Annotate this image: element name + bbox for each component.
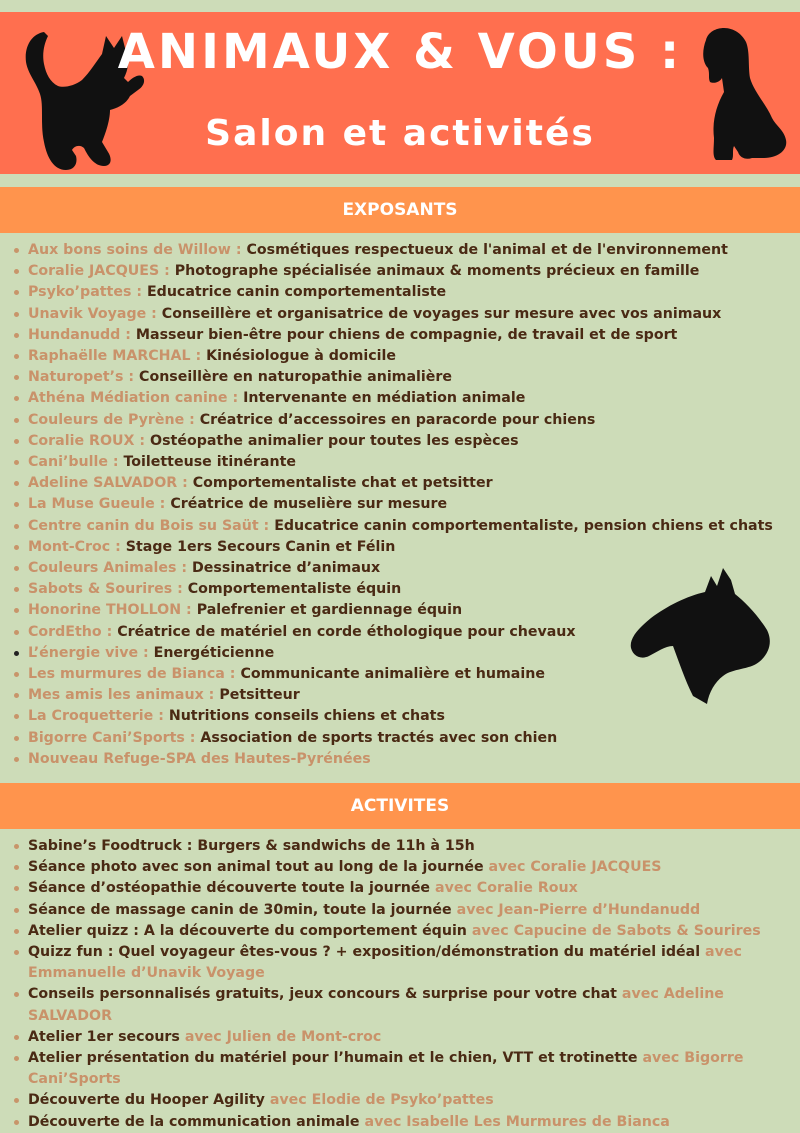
- activite-with: avec Capucine de Sabots & Sourires: [471, 922, 761, 939]
- bullet-icon: [14, 545, 19, 550]
- exposant-name: Mont-Croc :: [28, 538, 121, 555]
- bullet-icon: [14, 1035, 19, 1040]
- list-item: [14, 728, 794, 749]
- exposant-name: CordEtho :: [28, 623, 113, 640]
- activite-text: Atelier quizz : A la découverte du comportement équin: [28, 922, 467, 939]
- list-item: [14, 452, 794, 473]
- activites-heading: ACTIVITES: [0, 783, 800, 829]
- activite-text: Atelier présentation du matériel pour l’humain et le chien, VTT et trotinette: [28, 1050, 638, 1067]
- exposant-desc: Association de sports tractés avec son chien: [200, 729, 558, 746]
- bullet-icon: [14, 714, 19, 719]
- bullet-icon: [14, 396, 19, 401]
- bullet-icon: [14, 1056, 19, 1061]
- list-item: [14, 473, 794, 494]
- list-item: [14, 304, 794, 325]
- exposant-desc: Masseur bien-être pour chiens de compagnie, de travail et de sport: [135, 326, 678, 343]
- exposant-name: Psyko’pattes :: [28, 284, 143, 301]
- exposant-desc: Palefrenier et gardiennage équin: [196, 602, 463, 619]
- exposant-desc: Communicante animalière et humaine: [240, 666, 545, 683]
- activite-with: avec Adeline SALVADOR: [28, 986, 724, 1024]
- activite-with: avec Julien de Mont-croc: [184, 1028, 382, 1045]
- exposant-name: Couleurs Animales :: [28, 560, 188, 577]
- exposant-desc: Cosmétiques respectueux de l'animal et de l'environnement: [246, 242, 728, 258]
- bullet-icon: [14, 651, 19, 656]
- exposant-name: Cani’bulle :: [28, 454, 119, 471]
- list-item: [14, 921, 798, 942]
- exposant-name: Naturopet’s :: [28, 369, 135, 386]
- list-item: [14, 1048, 798, 1090]
- bullet-icon: [14, 757, 19, 762]
- exposant-name: Couleurs de Pyrène :: [28, 411, 195, 428]
- list-item: [14, 494, 794, 515]
- list-item: [14, 388, 794, 409]
- activite-with: avec Jean-Pierre d’Hundanudd: [456, 901, 701, 918]
- list-item: [14, 346, 794, 367]
- activite-with: avec Elodie de Psyko’pattes: [269, 1092, 494, 1109]
- list-item: [14, 749, 794, 770]
- activite-with: avec Coralie JACQUES: [488, 859, 662, 876]
- exposant-name: Coralie ROUX :: [28, 432, 146, 449]
- bullet-icon: [14, 524, 19, 529]
- exposant-name: Centre canin du Bois su Saüt :: [28, 517, 270, 534]
- exposant-name: Aux bons soins de Willow :: [28, 242, 242, 258]
- activite-with: avec Isabelle Les Murmures de Bianca: [364, 1113, 670, 1130]
- bullet-icon: [14, 460, 19, 465]
- bullet-icon: [14, 587, 19, 592]
- list-item: [14, 1112, 798, 1133]
- exposant-desc: Comportementaliste équin: [187, 581, 402, 598]
- activite-with: avec Coralie Roux: [435, 880, 578, 897]
- bullet-icon: [14, 502, 19, 507]
- exposant-name: Les murmures de Bianca :: [28, 666, 236, 683]
- exposant-name: Sabots & Sourires :: [28, 581, 183, 598]
- bullet-icon: [14, 312, 19, 317]
- list-item: [14, 240, 794, 261]
- bullet-icon: [14, 566, 19, 571]
- exposant-desc: Créatrice d’accessoires en paracorde pour chiens: [199, 411, 596, 428]
- activite-with: avec Bigorre Cani’Sports: [28, 1050, 744, 1088]
- bullet-icon: [14, 672, 19, 677]
- bullet-icon: [14, 630, 19, 635]
- list-item: [14, 431, 794, 452]
- exposant-name: Nouveau Refuge-SPA des Hautes-Pyrénées: [28, 750, 371, 767]
- list-item: [14, 282, 794, 303]
- exposant-desc: Comportementaliste chat et petsitter: [192, 475, 493, 492]
- bullet-icon: [14, 865, 19, 870]
- exposant-desc: Nutritions conseils chiens et chats: [168, 708, 445, 725]
- bullet-icon: [14, 929, 19, 934]
- bullet-icon: [14, 736, 19, 741]
- exposant-desc: Photographe spécialisée animaux & moments précieux en famille: [174, 263, 700, 280]
- exposant-desc: Dessinatrice d’animaux: [192, 560, 381, 577]
- activite-text: Découverte du Hooper Agility: [28, 1092, 265, 1109]
- list-item: [14, 984, 798, 1026]
- bullet-icon: [14, 290, 19, 295]
- exposant-desc: Energéticienne: [153, 644, 275, 661]
- exposant-name: La Muse Gueule :: [28, 496, 166, 513]
- bullet-icon: [14, 248, 19, 253]
- exposant-desc: Petsitteur: [219, 687, 300, 704]
- list-item: [14, 325, 794, 346]
- list-item: [14, 537, 794, 558]
- exposant-name: Honorine THOLLON :: [28, 602, 192, 619]
- activite-text: Séance de massage canin de 30min, toute la journée: [28, 901, 452, 918]
- exposant-name: Bigorre Cani’Sports :: [28, 729, 196, 746]
- bullet-icon: [14, 908, 19, 913]
- exposant-name: Hundanudd :: [28, 326, 131, 343]
- bullet-icon: [14, 992, 19, 997]
- activite-text: Découverte de la communication animale: [28, 1113, 360, 1130]
- bullet-icon: [14, 886, 19, 891]
- exposant-name: Coralie JACQUES :: [28, 263, 170, 280]
- activite-text: Conseils personnalisés gratuits, jeux concours & surprise pour votre chat: [28, 986, 617, 1003]
- exposant-desc: Créatrice de matériel en corde éthologique pour chevaux: [117, 623, 576, 640]
- bullet-icon: [14, 844, 19, 849]
- bullet-icon: [14, 269, 19, 274]
- list-item: [14, 367, 794, 388]
- activite-text: Séance photo avec son animal tout au long de la journée: [28, 859, 484, 876]
- exposant-desc: Educatrice canin comportementaliste, pension chiens et chats: [274, 517, 773, 534]
- bullet-icon: [14, 333, 19, 338]
- list-item: [14, 836, 798, 857]
- exposant-desc: Conseillère et organisatrice de voyages sur mesure avec vos animaux: [161, 305, 722, 322]
- bullet-icon: [14, 693, 19, 698]
- page-title: ANIMAUX & VOUS :: [117, 24, 683, 80]
- exposant-name: La Croquetterie :: [28, 708, 164, 725]
- bullet-icon: [14, 481, 19, 486]
- bullet-icon: [14, 418, 19, 423]
- activite-with: avec Emmanuelle d’Unavik Voyage: [28, 944, 742, 982]
- exposant-desc: Créatrice de muselière sur mesure: [170, 496, 448, 513]
- exposant-name: Unavik Voyage :: [28, 305, 157, 322]
- exposant-desc: Intervenante en médiation animale: [243, 390, 526, 407]
- exposant-desc: Kinésiologue à domicile: [206, 348, 397, 365]
- list-item: [14, 1090, 798, 1111]
- bullet-icon: [14, 950, 19, 955]
- list-item: [14, 410, 794, 431]
- list-item: [14, 942, 798, 984]
- exposant-desc: Toiletteuse itinérante: [123, 454, 297, 471]
- exposant-name: Adeline SALVADOR :: [28, 475, 188, 492]
- activite-text: Atelier 1er secours: [28, 1028, 180, 1045]
- bullet-icon: [14, 608, 19, 613]
- exposant-name: Athéna Médiation canine :: [28, 390, 239, 407]
- exposant-name: Mes amis les animaux :: [28, 687, 215, 704]
- bullet-icon: [14, 439, 19, 444]
- activites-list: [14, 836, 794, 1133]
- bullet-icon: [14, 1120, 19, 1125]
- bullet-icon: [14, 375, 19, 380]
- exposants-heading: EXPOSANTS: [0, 187, 800, 233]
- page-subtitle: Salon et activités: [205, 113, 595, 154]
- exposant-desc: Conseillère en naturopathie animalière: [139, 369, 453, 386]
- list-item: [14, 706, 794, 727]
- bullet-icon: [14, 354, 19, 359]
- activite-text: Sabine’s Foodtruck : Burgers & sandwichs de 11h à 15h: [28, 838, 475, 854]
- activite-text: Quizz fun : Quel voyageur êtes-vous ? + exposition/démonstration du matériel idéal: [28, 944, 701, 961]
- exposant-desc: Educatrice canin comportementaliste: [146, 284, 447, 301]
- list-item: [14, 1027, 798, 1048]
- activite-text: Séance d’ostéopathie découverte toute la journée: [28, 880, 431, 897]
- list-item: [14, 261, 794, 282]
- exposant-desc: Stage 1ers Secours Canin et Félin: [125, 538, 396, 555]
- horse-head-silhouette-icon: [627, 566, 773, 706]
- list-item: [14, 878, 798, 899]
- exposant-name: L’énergie vive :: [28, 644, 149, 661]
- list-item: [14, 900, 798, 921]
- exposant-name: Raphaëlle MARCHAL :: [28, 348, 202, 365]
- list-item: [14, 516, 794, 537]
- bullet-icon: [14, 1098, 19, 1103]
- exposant-desc: Ostéopathe animalier pour toutes les espèces: [150, 432, 519, 449]
- list-item: [14, 857, 798, 878]
